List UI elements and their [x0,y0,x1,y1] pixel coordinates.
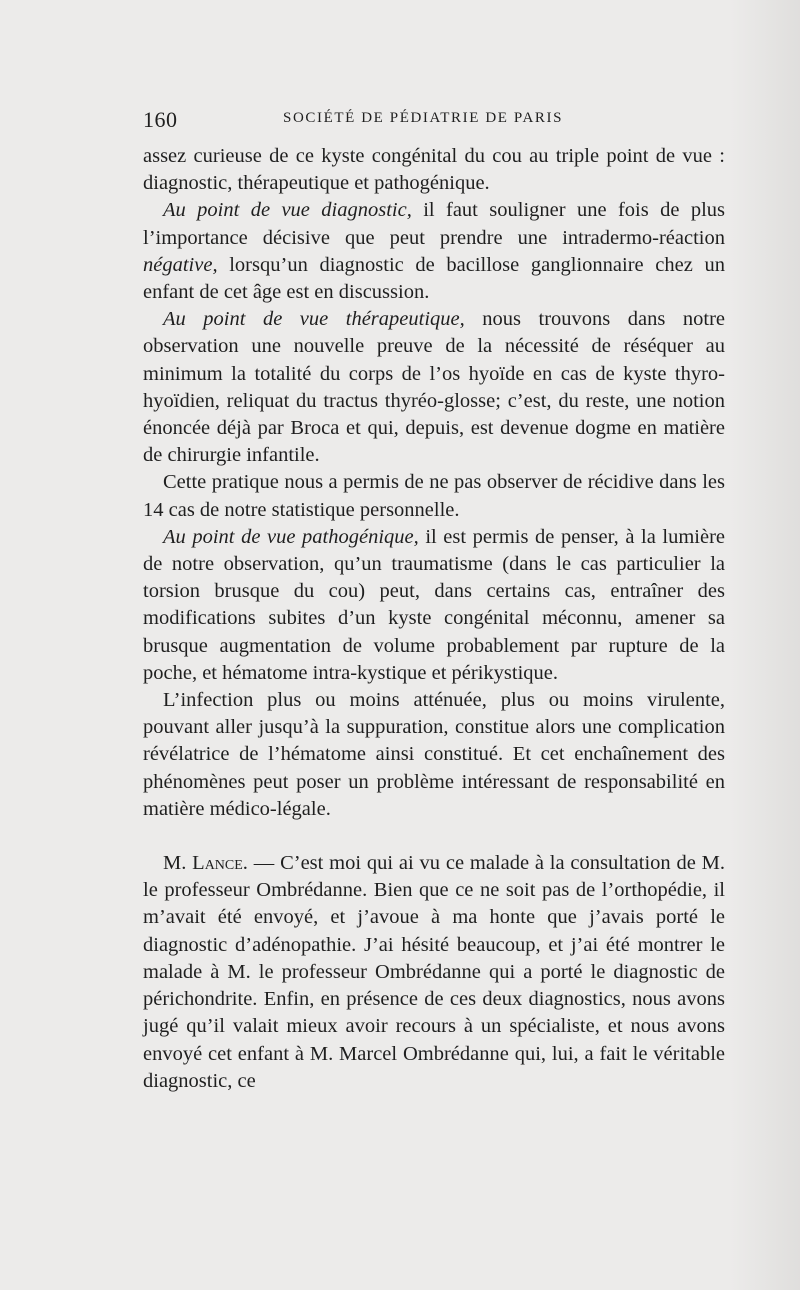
italic-word: négative, [143,253,218,276]
paragraph-text: il faut souligner une fois de plus l’importance décisive que peut prendre une intradermo-réaction [143,199,726,249]
page-edge-shadow [730,0,800,1290]
paragraph-text: assez curieuse de ce kyste congénital du cou au triple point de vue : diagnostic, thérapeutique et pathogénique. [143,145,725,195]
page-number: 160 [143,107,178,132]
paragraph-lance [143,850,725,1095]
paragraph-text: — C’est moi qui ai vu ce malade à la consultation de M. le professeur Ombrédanne. Bien que ce ne soit pas de l’orthopédie, il m’avait été envoyé, et j’avoue à ma honte que j’avais porté le diagnostic d’adénopathie. J’ai hésité beaucoup, et j’ai été montrer le malade à M. le professeur Ombrédanne qui a porté le diagnostic de périchondrite. Enfin, en présence de ces deux diagnostics, nous avons jugé qu’il valait mieux avoir recours à un spécialiste, et nous avons envoyé cet enfant à M. Marcel Ombrédanne qui, lui, a fait le véritable diagnostic, ce [143,852,725,1092]
running-header [143,107,723,135]
paragraph-text: il est permis de penser, à la lumière de notre observation, qu’un traumatisme (dans le cas particulier la torsion brusque du cou) peut, dans certains cas, entraîner des modifications subites d’un kyste congénital méconnu, amener sa brusque augmentation de volume probablement par rupture de la poche, et hématome intra-kystique et périkystique. [143,525,725,684]
header-title: SOCIÉTÉ DE PÉDIATRIE DE PARIS [283,110,564,126]
paragraph-therapeutique [143,306,725,469]
paragraph-infection [143,687,725,823]
paragraph-intro-continuation [143,143,725,197]
paragraph-text: nous trouvons dans notre observation une nouvelle preuve de la nécessité de réséquer au minimum la totalité du corps de l’os hyoïde en cas de kyste thyro-hyoïdien, reliquat du tractus thyréo-glosse; c’est, du reste, une notion énoncée déjà par Broca et qui, depuis, est devenue dogme en matière de chirurgie infantile. [143,308,725,467]
italic-lead: Au point de vue thérapeutique, [163,308,465,331]
italic-lead: Au point de vue pathogénique, [163,525,419,548]
paragraph-diagnostic [143,197,725,306]
paragraph-text: L’infection plus ou moins atténuée, plus ou moins virulente, pouvant aller jusqu’à la suppuration, constitue alors une complication révélatrice de l’hématome ainsi constitué. Et cet enchaînement des phénomènes peut poser un problème intéressant de responsabilité en matière médico-légale. [143,689,725,820]
paragraph-pathogenique [143,524,725,687]
body-text [143,143,725,1095]
paragraph-recidive [143,469,725,523]
paragraph-text: Cette pratique nous a permis de ne pas observer de récidive dans les 14 cas de notre statistique personnelle. [143,471,725,521]
italic-lead: Au point de vue diagnostic, [163,199,412,222]
paragraph-text: lorsqu’un diagnostic de bacillose ganglionnaire chez un enfant de cet âge est en discussion. [143,253,725,304]
speaker-name: M. Lance. [163,852,248,875]
